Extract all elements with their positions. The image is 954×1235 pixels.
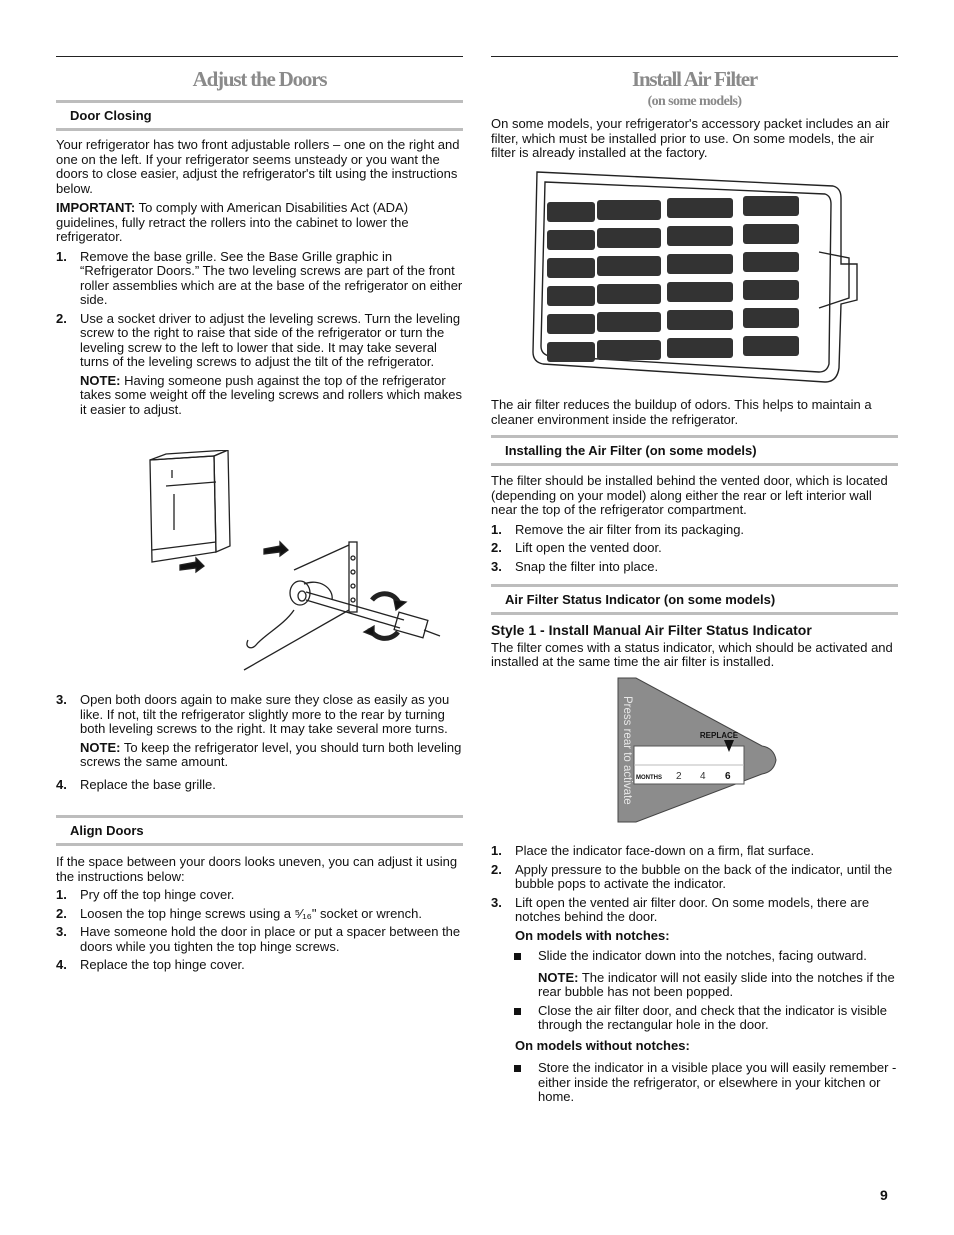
list-item: Slide the indicator down into the notches, facing outward. NOTE: The indicator will not easily slide into the notches if the rear bubble has not been popped. bbox=[491, 949, 898, 1000]
status-steps bbox=[491, 844, 898, 925]
vent-slot bbox=[743, 196, 799, 216]
status-steps-body bbox=[491, 844, 898, 1109]
vent-slot bbox=[743, 336, 799, 356]
subhead-status-indicator: Air Filter Status Indicator (on some models) bbox=[491, 584, 898, 615]
list-item: 4. Replace the top hinge cover. bbox=[56, 957, 245, 972]
list-item: 2. Use a socket driver to adjust the leveling screws. Turn the leveling screw to the right to raise that side of the refrigerator or turn the leveling screw to the left to lower that side. It may take several turns of the leveling screws to adjust the tilt of the refrigerator. NOTE: Having someone push against the top of the refrigerator takes some weight off the leveling screws and rollers which makes it easier to adjust. bbox=[56, 310, 462, 417]
tick-6: 6 bbox=[725, 771, 731, 782]
subhead-align-doors: Align Doors bbox=[56, 815, 463, 846]
section-title-install-air-filter: Install Air Filter bbox=[631, 67, 757, 91]
list-item: 2. Lift open the vented door. bbox=[491, 540, 662, 555]
status-indicator-illustration bbox=[614, 676, 782, 826]
without-notches-label: On models without notches: bbox=[515, 1037, 690, 1053]
vent-slot bbox=[667, 198, 733, 218]
notch-note: NOTE: The indicator will not easily slide into the notches if the rear bubble has not been popped. bbox=[538, 969, 895, 999]
press-rear-text: Press rear to activate bbox=[621, 696, 633, 805]
air-filter-illustration bbox=[529, 168, 861, 390]
vent-slot bbox=[547, 286, 595, 306]
vent-slot bbox=[547, 314, 595, 334]
align-doors-body bbox=[56, 855, 463, 977]
section-subtitle: (on some models) bbox=[647, 94, 742, 109]
vent-slot bbox=[597, 340, 661, 360]
door-closing-intro: Your refrigerator has two front adjustable rollers – one on the right and one on the left. If your refrigerator seems unsteady or you want the doors to close easier, adjust the refrigerator's tilt using the instructions below. bbox=[56, 137, 460, 196]
leveling-screw-illustration bbox=[144, 450, 444, 675]
replace-label: REPLACE bbox=[699, 731, 739, 740]
top-rule-left bbox=[56, 56, 463, 57]
list-item: 3. Have someone hold the door in place or put a spacer between the doors while you tighten the top hinge screws. bbox=[56, 924, 461, 954]
door-closing-continued bbox=[56, 693, 463, 796]
list-item: 1. Remove the base grille. See the Base Grille graphic in “Refrigerator Doors.” The two leveling screws are part of the front roller assemblies which are at the base of the refrigerator on either side. bbox=[56, 248, 463, 307]
style-1-heading: Style 1 - Install Manual Air Filter Status Indicator bbox=[491, 622, 812, 638]
note-paragraph: NOTE: Having someone push against the top of the refrigerator takes some weight off the leveling screws and rollers which makes it easier to adjust. bbox=[80, 372, 462, 417]
list-item: 1. Place the indicator face-down on a firm, flat surface. bbox=[491, 843, 815, 858]
vent-slot bbox=[597, 200, 661, 220]
subhead-door-closing: Door Closing bbox=[56, 100, 463, 131]
vent-slot bbox=[547, 202, 595, 222]
vent-slot bbox=[667, 310, 733, 330]
installing-steps bbox=[491, 523, 898, 575]
vent-slot bbox=[547, 258, 595, 278]
list-item: 2. Apply pressure to the bubble on the back of the indicator, until the bubble pops to activate the indicator. bbox=[491, 861, 893, 891]
door-closing-body bbox=[56, 138, 463, 421]
subhead-installing-air-filter: Installing the Air Filter (on some models) bbox=[491, 435, 898, 466]
status-intro: The filter comes with a status indicator, which should be activated and installed at the same time the air filter is installed. bbox=[491, 639, 893, 669]
vent-slot bbox=[743, 308, 799, 328]
vent-slot bbox=[667, 226, 733, 246]
status-body bbox=[491, 623, 898, 670]
vent-slot bbox=[597, 284, 661, 304]
top-rule-right bbox=[491, 56, 898, 57]
months-label: MONTHS bbox=[636, 775, 662, 781]
vent-slot bbox=[667, 282, 733, 302]
with-notches-label: On models with notches: bbox=[515, 927, 670, 943]
vent-slot bbox=[743, 224, 799, 244]
list-item: 3. Lift open the vented air filter door. On some models, there are notches behind the door. bbox=[491, 894, 870, 924]
vent-slot bbox=[743, 252, 799, 272]
vent-slot bbox=[743, 280, 799, 300]
vent-slot bbox=[667, 254, 733, 274]
with-notches-list bbox=[491, 949, 898, 1033]
air-filter-intro-text: On some models, your refrigerator's accessory packet includes an air filter, which must be installed prior to use. On some models, the air filter is already installed at the factory. bbox=[491, 116, 890, 160]
list-item: 1. Remove the air filter from its packaging. bbox=[491, 521, 745, 537]
vent-slot bbox=[547, 342, 595, 362]
installing-body bbox=[491, 474, 898, 578]
list-item: 4. Replace the base grille. bbox=[56, 776, 216, 792]
list-item: 2. Loosen the top hinge screws using a ⁵⁄₁₆" socket or wrench. bbox=[56, 905, 422, 921]
align-doors-intro: If the space between your doors looks uneven, you can adjust it using the instructions below: bbox=[56, 854, 458, 884]
vent-slot bbox=[597, 312, 661, 332]
list-item: Close the air filter door, and check that the indicator is visible through the rectangular hole in the door. bbox=[491, 1004, 898, 1033]
align-doors-steps bbox=[56, 888, 463, 973]
vent-slot bbox=[667, 338, 733, 358]
tick-4: 4 bbox=[700, 771, 706, 782]
list-item: 1. Pry off the top hinge cover. bbox=[56, 887, 235, 902]
door-closing-steps-continued bbox=[56, 693, 463, 792]
vent-slot bbox=[597, 256, 661, 276]
list-item: 3. Open both doors again to make sure they close as easily as you like. If not, tilt the refrigerator slightly more to the rear by turning both leveling screws to the right. It may take several more turns. NOTE: To keep the refrigerator level, you should turn both leveling screws the same amount. bbox=[56, 692, 462, 769]
air-filter-intro bbox=[491, 117, 898, 161]
installing-intro: The filter should be installed behind the vented door, which is located (depending on your model) along either the rear or left interior wall near the top of the refrigerator compartment. bbox=[491, 473, 888, 517]
important-paragraph: IMPORTANT: To comply with American Disabilities Act (ADA) guidelines, fully retract the rollers into the cabinet to lower the refrigerator. bbox=[56, 200, 409, 244]
list-item: Store the indicator in a visible place you will easily remember - either inside the refrigerator, or elsewhere in your kitchen or home. bbox=[491, 1061, 898, 1105]
note-paragraph: NOTE: To keep the refrigerator level, you should turn both leveling screws the same amount. bbox=[80, 739, 462, 769]
air-filter-after-image bbox=[491, 398, 898, 427]
section-title-adjust-doors: Adjust the Doors bbox=[192, 67, 327, 91]
tick-2: 2 bbox=[676, 771, 682, 782]
vent-slot bbox=[547, 230, 595, 250]
door-closing-steps bbox=[56, 250, 463, 418]
without-notches-list bbox=[491, 1061, 898, 1105]
air-filter-description: The air filter reduces the buildup of odors. This helps to maintain a cleaner environment inside the refrigerator. bbox=[491, 397, 872, 427]
vent-slot bbox=[597, 228, 661, 248]
list-item: 3. Snap the filter into place. bbox=[491, 558, 659, 574]
page-number: 9 bbox=[880, 1187, 888, 1203]
